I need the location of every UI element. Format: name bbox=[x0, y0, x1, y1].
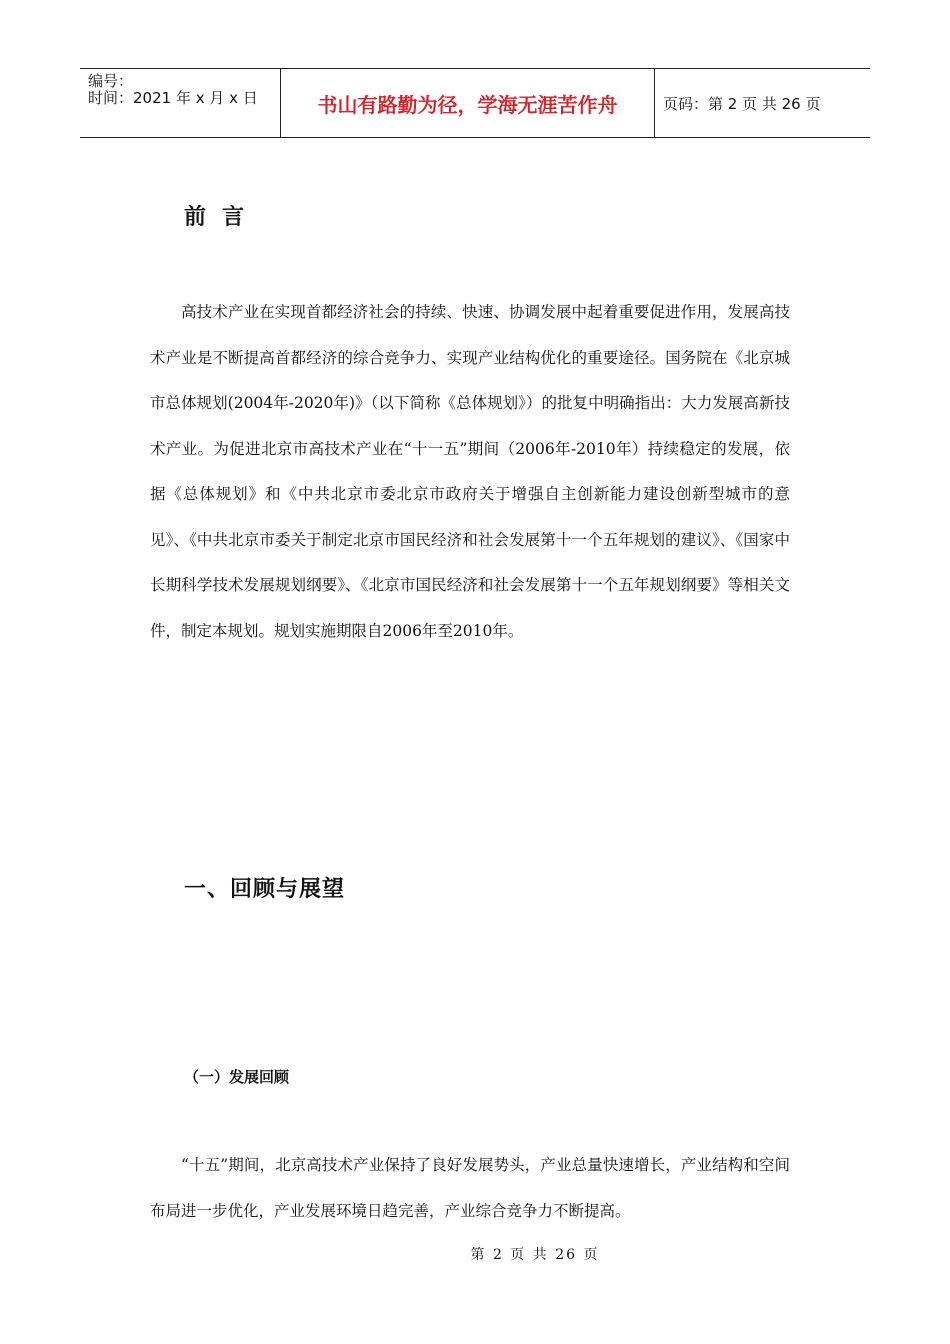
header-motto: 书山有路勤为径，学海无涯苦作舟 bbox=[317, 92, 618, 117]
section-title-review: 一、回顾与展望 bbox=[184, 877, 346, 902]
preface-title: 前言 bbox=[184, 205, 261, 230]
header-page-cell bbox=[655, 69, 870, 137]
review-paragraph: “十五”期间，北京高技术产业保持了良好发展势头，产业总量快速增长，产业结构和空间布局进一步优化，产业发展环境日趋完善，产业综合竞争力不断提高。 bbox=[150, 1156, 790, 1220]
footer-page-number: 第 2 页 共 26 页 bbox=[470, 1247, 600, 1263]
preface-paragraph: 高技术产业在实现首都经济社会的持续、快速、协调发展中起着重要促进作用，发展高技术产业是不断提高首都经济的综合竞争力、实现产业结构优化的重要途径。国务院在《北京城市总体规划(2004年-2020年)》（以下简称《总体规划》）的批复中明确指出：大力发展高新技术产业。为促进北京市高技术产业在“十一五”期间（2006年-2010年）持续稳定的发展，依据《总体规划》和《中共北京市委北京市政府关于增强自主创新能力建设创新型城市的意见》、《中共北京市委关于制定北京市国民经济和社会发展第十一个五年规划的建议》、《国家中长期科学技术发展规划纲要》、《北京市国民经济和社会发展第十一个五年规划纲要》等相关文件，制定本规划。规划实施期限自2006年至2010年。 bbox=[150, 303, 790, 640]
header-page-info: 页码：第 2 页 共 26 页 bbox=[663, 94, 821, 113]
subsection-title-development-review: （一）发展回顾 bbox=[184, 1068, 290, 1086]
document-number-label: 编号： bbox=[88, 72, 134, 90]
page-footer bbox=[0, 1244, 950, 1264]
page-header bbox=[80, 68, 870, 138]
header-motto-cell bbox=[281, 69, 655, 137]
header-meta-cell bbox=[80, 69, 281, 137]
document-date-label: 时间：2021 年 x 月 x 日 bbox=[88, 89, 258, 107]
